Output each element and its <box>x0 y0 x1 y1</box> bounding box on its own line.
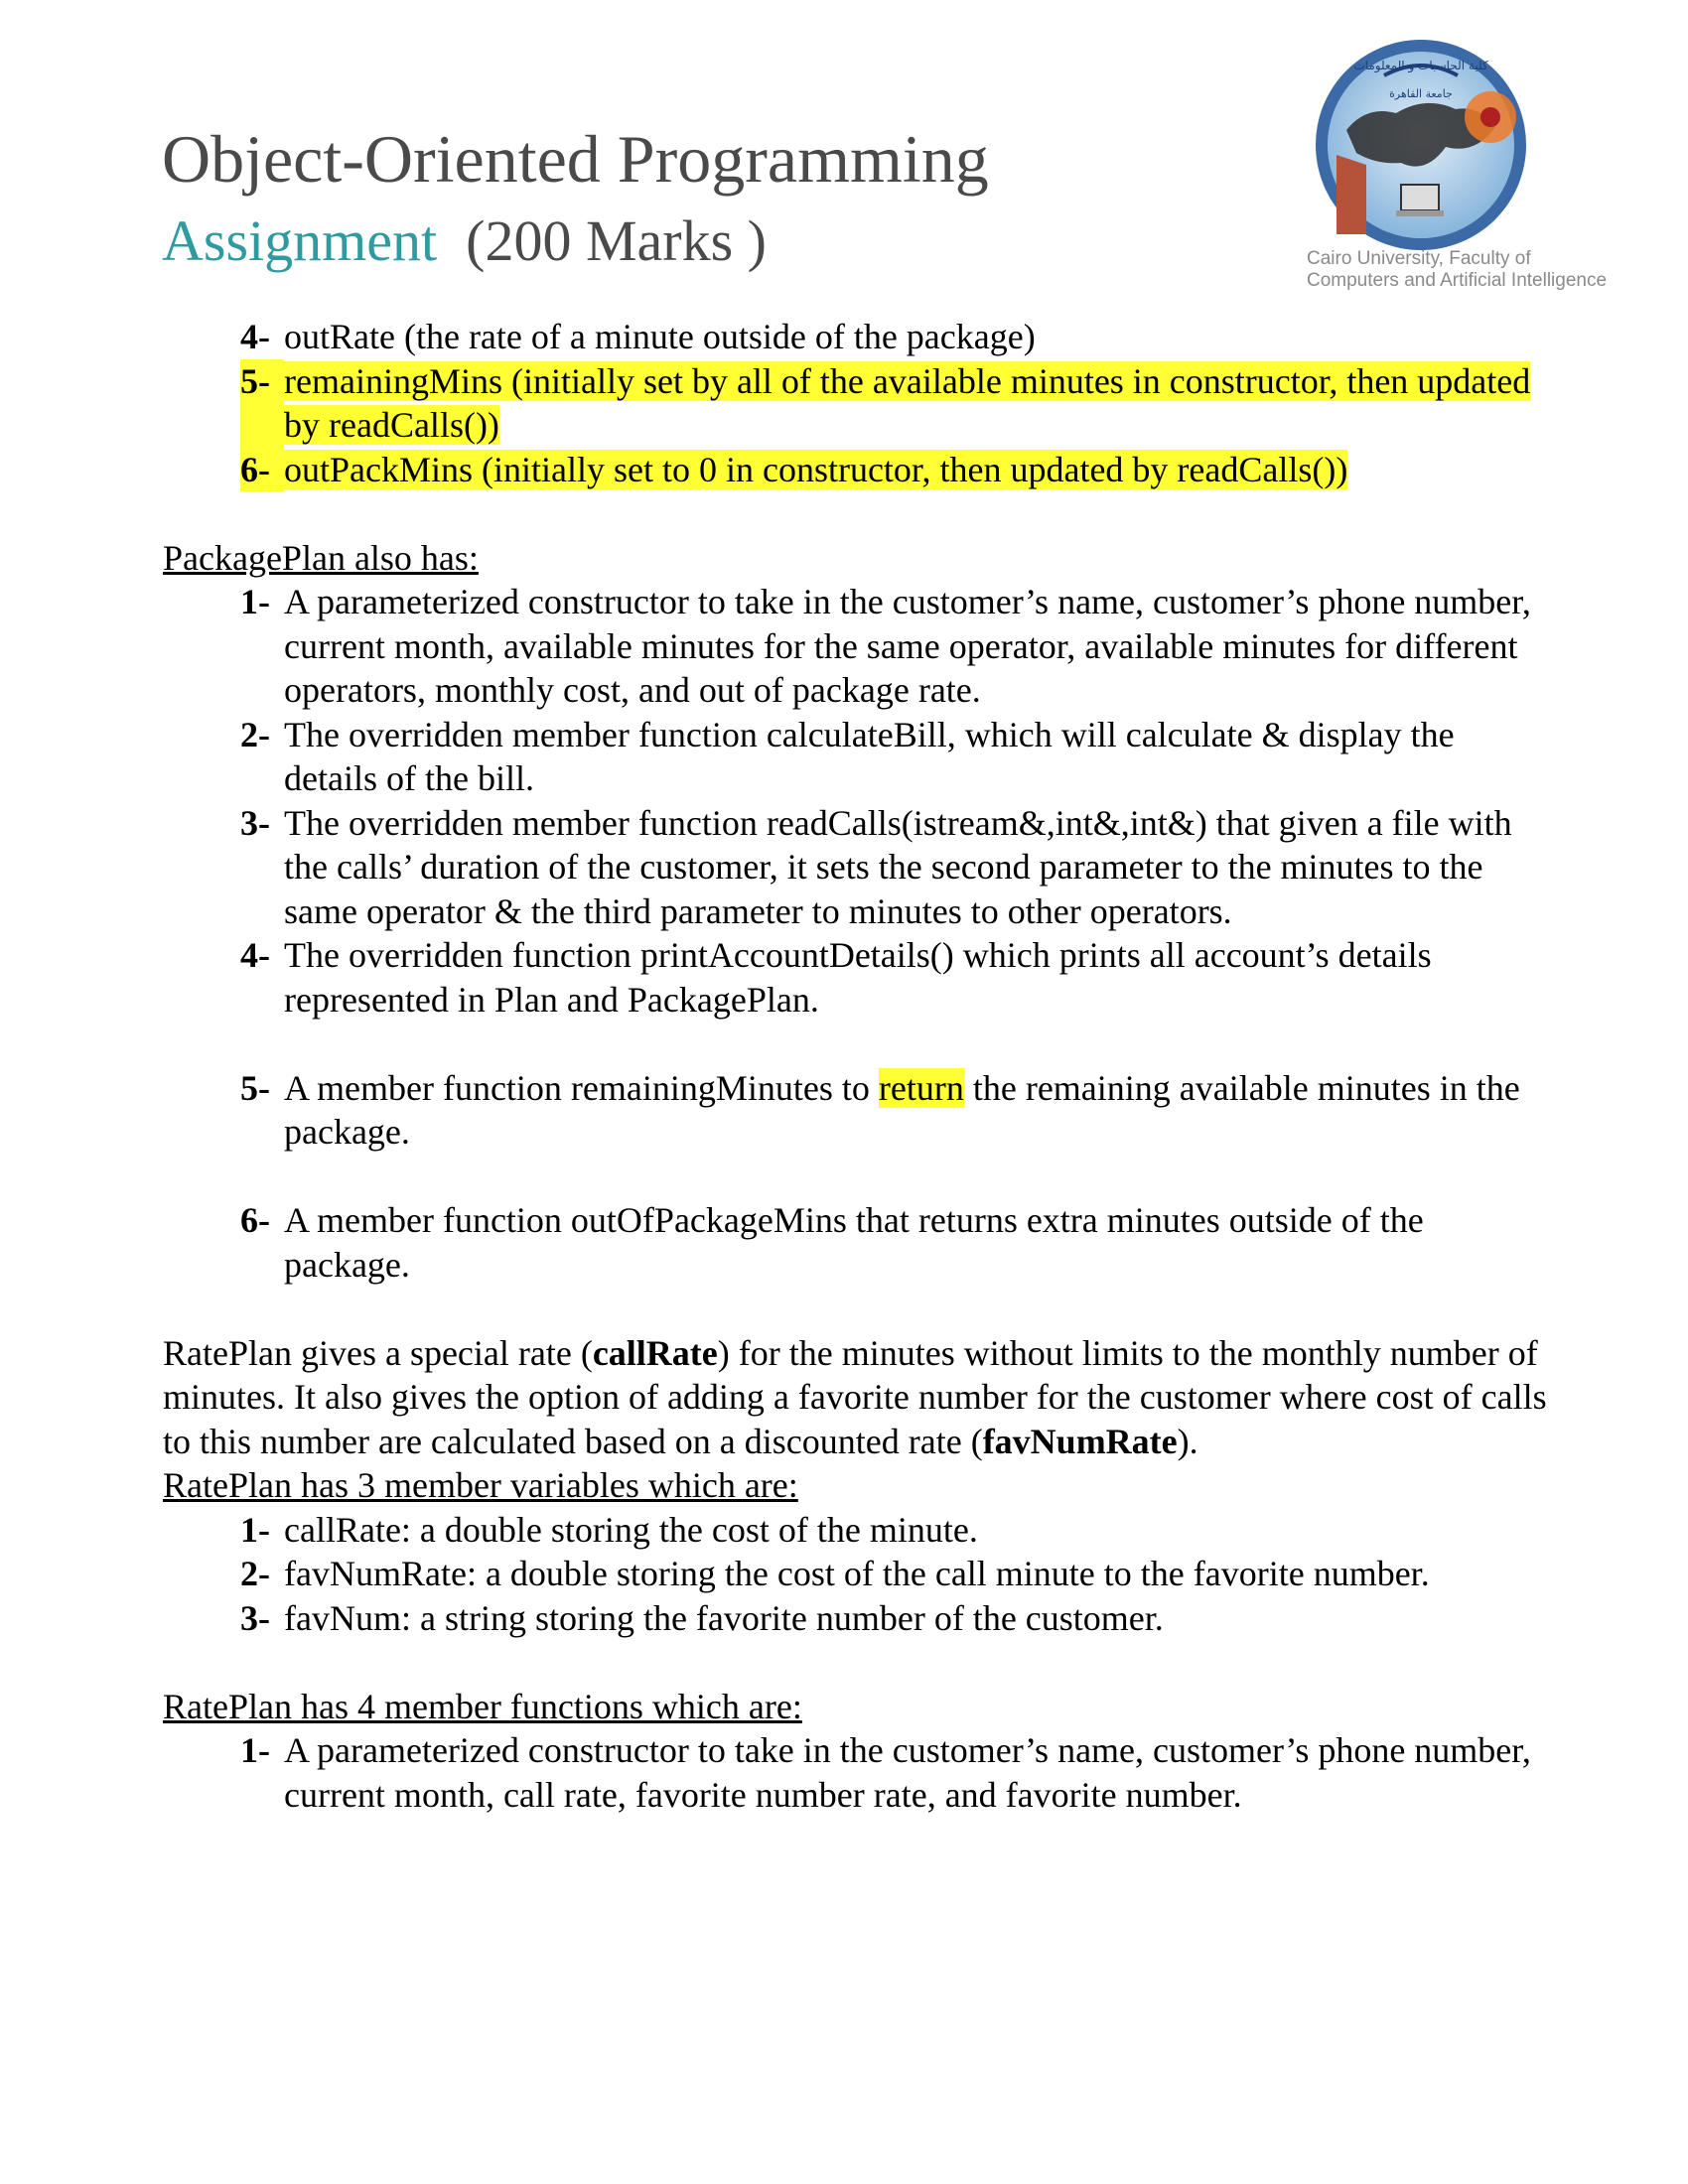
subtitle-assignment: Assignment <box>162 208 438 273</box>
packageplan-item: 2- The overridden member function calculateBill, which will calculate & display the details of the bill. <box>240 714 1455 798</box>
member-variable-item: 5- remainingMins (initially set by all of the available minutes in constructor, then updated by readCalls()) <box>163 359 1553 448</box>
packageplan-item: 5- A member function remainingMinutes to return the remaining available minutes in the package. <box>240 1067 1520 1152</box>
packageplan-item: 3- The overridden member function readCalls(istream&,int&,int&) that given a file with the calls’ duration of the customer, it sets the second parameter to the minutes to the same operator & the third parameter to minutes to other operators. <box>240 802 1512 931</box>
packageplan-item: 4- The overridden function printAccountDetails() which prints all account’s details represented in Plan and PackagePlan. <box>240 935 1432 1020</box>
packageplan-item: 6- A member function outOfPackageMins that returns extra minutes outside of the package. <box>240 1200 1424 1285</box>
document-body <box>163 315 1553 1817</box>
packageplan-item: 1- A parameterized constructor to take in the customer’s name, customer’s phone number, current month, available minutes for the same operator, available minutes for different operators, monthly cost, and out of package rate. <box>240 582 1531 710</box>
rateplan-intro-paragraph: RatePlan gives a special rate (callRate) for the minutes without limits to the monthly number of minutes. It also gives the option of adding a favorite number for the customer where cost of calls to this number are calculated based on a discounted rate (favNumRate). <box>163 1332 1547 1461</box>
svg-text:كلية الحاسبات و المعلومات: كلية الحاسبات و المعلومات <box>1353 59 1488 72</box>
document-subtitle <box>162 208 767 273</box>
member-variable-item: 4- outRate (the rate of a minute outside of the package) <box>240 317 1036 356</box>
rateplan-functions-heading: RatePlan has 4 member functions which are: <box>163 1686 802 1726</box>
document-title: Object-Oriented Programming <box>162 121 989 197</box>
rateplan-variable-item: 1- callRate: a double storing the cost of the minute. <box>240 1509 978 1550</box>
university-logo <box>1307 36 1535 254</box>
svg-text:جامعة القاهرة: جامعة القاهرة <box>1389 87 1453 100</box>
rateplan-function-item: 1- A parameterized constructor to take in the customer’s name, customer’s phone number, current month, call rate, favorite number rate, and favorite number. <box>240 1730 1531 1815</box>
logo-caption: Cairo University, Faculty of Computers and Artificial Intelligence <box>1307 248 1608 291</box>
packageplan-heading: PackagePlan also has: <box>163 537 479 578</box>
rateplan-variable-item: 2- favNumRate: a double storing the cost of the call minute to the favorite number. <box>240 1554 1430 1593</box>
rateplan-variable-item: 3- favNum: a string storing the favorite number of the customer. <box>240 1597 1164 1638</box>
rateplan-variables-heading: RatePlan has 3 member variables which are: <box>163 1465 798 1505</box>
subtitle-marks: (200 Marks ) <box>466 208 767 273</box>
member-variable-item: 6- outPackMins (initially set to 0 in constructor, then updated by readCalls()) <box>163 448 1553 492</box>
